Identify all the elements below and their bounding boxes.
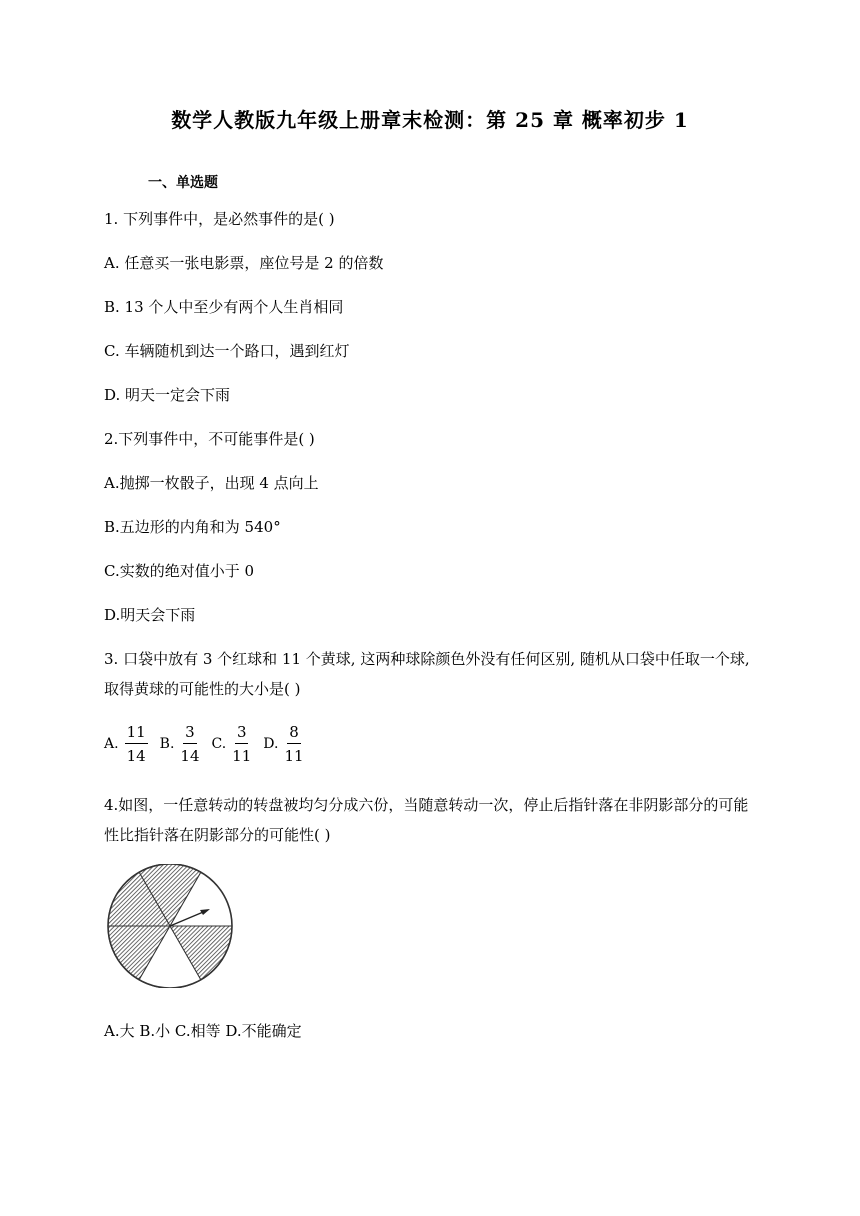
q3-option-a-den: 14 <box>126 747 146 765</box>
q4-options: A.大 B.小 C.相等 D.不能确定 <box>104 1022 302 1040</box>
q3-stem-line1: 3. 口袋中放有 3 个红球和 11 个黄球, 这两种球除颜色外没有任何区别, 随机从口袋中任取一个球, <box>104 650 750 668</box>
q3-option-c-fraction <box>232 723 251 765</box>
q1-stem: 1. 下列事件中，是必然事件的是( ) <box>104 210 335 228</box>
q2-option-b: B.五边形的内角和为 540° <box>104 518 281 536</box>
q3-option-a-label: A. <box>104 736 119 752</box>
q3-option-d-label: D. <box>263 736 279 752</box>
q3-option-b-den: 14 <box>180 747 200 765</box>
q2-stem: 2.下列事件中，不可能事件是( ) <box>104 430 315 448</box>
q3-option-c-label: C. <box>211 736 227 752</box>
page-title: 数学人教版九年级上册章末检测：第 25 章 概率初步 1 <box>171 108 689 132</box>
q1-option-b: B. 13 个人中至少有两个人生肖相同 <box>104 298 344 316</box>
q1-option-c: C. 车辆随机到达一个路口，遇到红灯 <box>104 342 350 360</box>
q3-option-c-den: 11 <box>232 747 252 765</box>
spinner-wheel-figure <box>104 864 236 988</box>
q2-option-a: A.抛掷一枚骰子，出现 4 点向上 <box>104 474 319 492</box>
q3-option-c-num: 3 <box>235 723 249 744</box>
q1-option-d: D. 明天一定会下雨 <box>104 386 231 404</box>
section-heading: 一、单选题 <box>148 175 218 191</box>
q3-stem-line2: 取得黄球的可能性的大小是( ) <box>104 680 301 698</box>
q3-option-b-label: B. <box>159 736 175 752</box>
q3-option-a-fraction <box>125 723 148 765</box>
q3-options <box>104 722 316 766</box>
q1-option-a: A. 任意买一张电影票，座位号是 2 的倍数 <box>104 254 384 272</box>
q3-option-d-num: 8 <box>287 723 301 744</box>
q3-option-d-fraction <box>284 723 303 765</box>
q2-option-d: D.明天会下雨 <box>104 606 196 624</box>
q3-option-b-fraction <box>180 723 199 765</box>
q4-stem-line1: 4.如图，一任意转动的转盘被均匀分成六份，当随意转动一次，停止后指针落在非阴影部分的可能 <box>104 796 749 814</box>
q2-option-c: C.实数的绝对值小于 0 <box>104 562 255 580</box>
q3-option-b-num: 3 <box>183 723 197 744</box>
q3-option-a-num: 11 <box>125 723 148 744</box>
q4-stem-line2: 性比指针落在阴影部分的可能性( ) <box>104 826 331 844</box>
q3-option-d-den: 11 <box>284 747 304 765</box>
